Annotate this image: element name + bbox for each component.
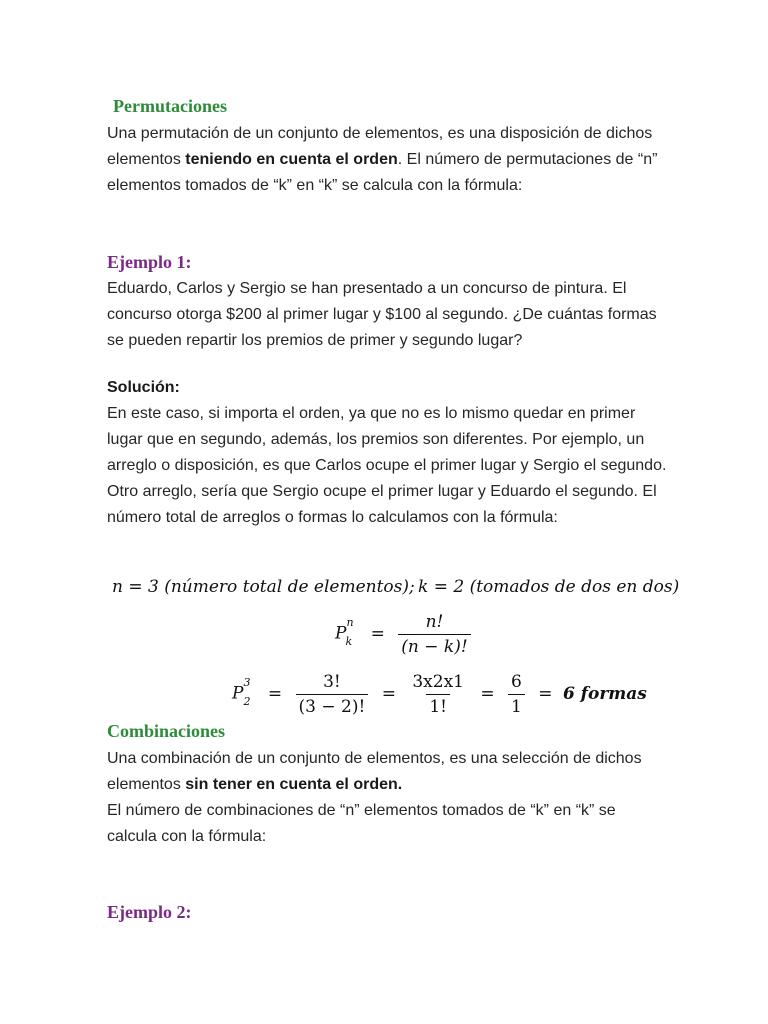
permutaciones-heading: Permutaciones (113, 96, 227, 116)
solucion-text: En este caso, si importa el orden, ya que no es lo mismo quedar en primer lugar que en segundo, además, los premios son diferentes. Por ejemplo, un arreglo o disposición, es que Carlos ocupe el primer lugar y Sergio el segundo. Otro arreglo, sería que Sergio ocupe el primer lugar y Eduardo el segundo. El número total de arreglos o formas lo calculamos con la fórmula: (107, 405, 667, 526)
calc-fraction-1: $\frac{3!}{(3 - 2)!}$ (296, 672, 369, 717)
permutaciones-definition: Una permutación de un conjunto de elementos, es una disposición de dichos elementos teniendo en cuenta el orden. El número de permutaciones de “n” elementos tomados de “k” en “k” se calcula con la fórmula: (107, 125, 658, 194)
bold-phrase: teniendo en cuenta el orden (185, 151, 398, 168)
combinaciones-heading: Combinaciones (107, 721, 226, 741)
permutation-formula: $P^n_k$ = $\frac{n!}{(n - k)!}$ (335, 612, 474, 657)
bold-phrase: sin tener en cuenta el orden. (185, 776, 403, 793)
solucion-label: Solución: (107, 379, 180, 396)
permutation-calculation: $P^3_2$ = $\frac{3!}{(3 - 2)!}$ = $\frac{3x2x1}{1!}$ = $\frac{6}{1}$ = 6 formas (232, 672, 647, 717)
ejemplo1-text: Eduardo, Carlos y Sergio se han presentado a un concurso de pintura. El concurso otorga $200 al primer lugar y $100 al segundo. ¿De cuántas formas se pueden repartir los premios de primer y segundo lugar? (107, 280, 657, 349)
combinaciones-formula-text: El número de combinaciones de “n” elementos tomados de “k” en “k” se calcula con la fórmula: (107, 802, 616, 845)
ejemplo1-heading: Ejemplo 1: (107, 252, 192, 272)
calc-fraction-2: $\frac{3x2x1}{1!}$ (412, 672, 464, 717)
p-symbol: $P^n_k$ (335, 616, 354, 649)
formula-fraction: $\frac{n!}{(n - k)!}$ (398, 612, 470, 657)
n-definition: n = 3 (número total de elementos); (112, 577, 415, 597)
k-definition: k = 2 (tomados de dos en dos) (418, 577, 680, 597)
result: 6 formas (562, 684, 647, 704)
p-symbol: $P^3_2$ (232, 676, 251, 709)
ejemplo2-heading: Ejemplo 2: (107, 902, 192, 922)
calc-fraction-3: $\frac{6}{1}$ (508, 672, 525, 717)
combinaciones-definition: Una combinación de un conjunto de elementos, es una selección de dichos elementos sin tener en cuenta el orden. (107, 750, 642, 793)
